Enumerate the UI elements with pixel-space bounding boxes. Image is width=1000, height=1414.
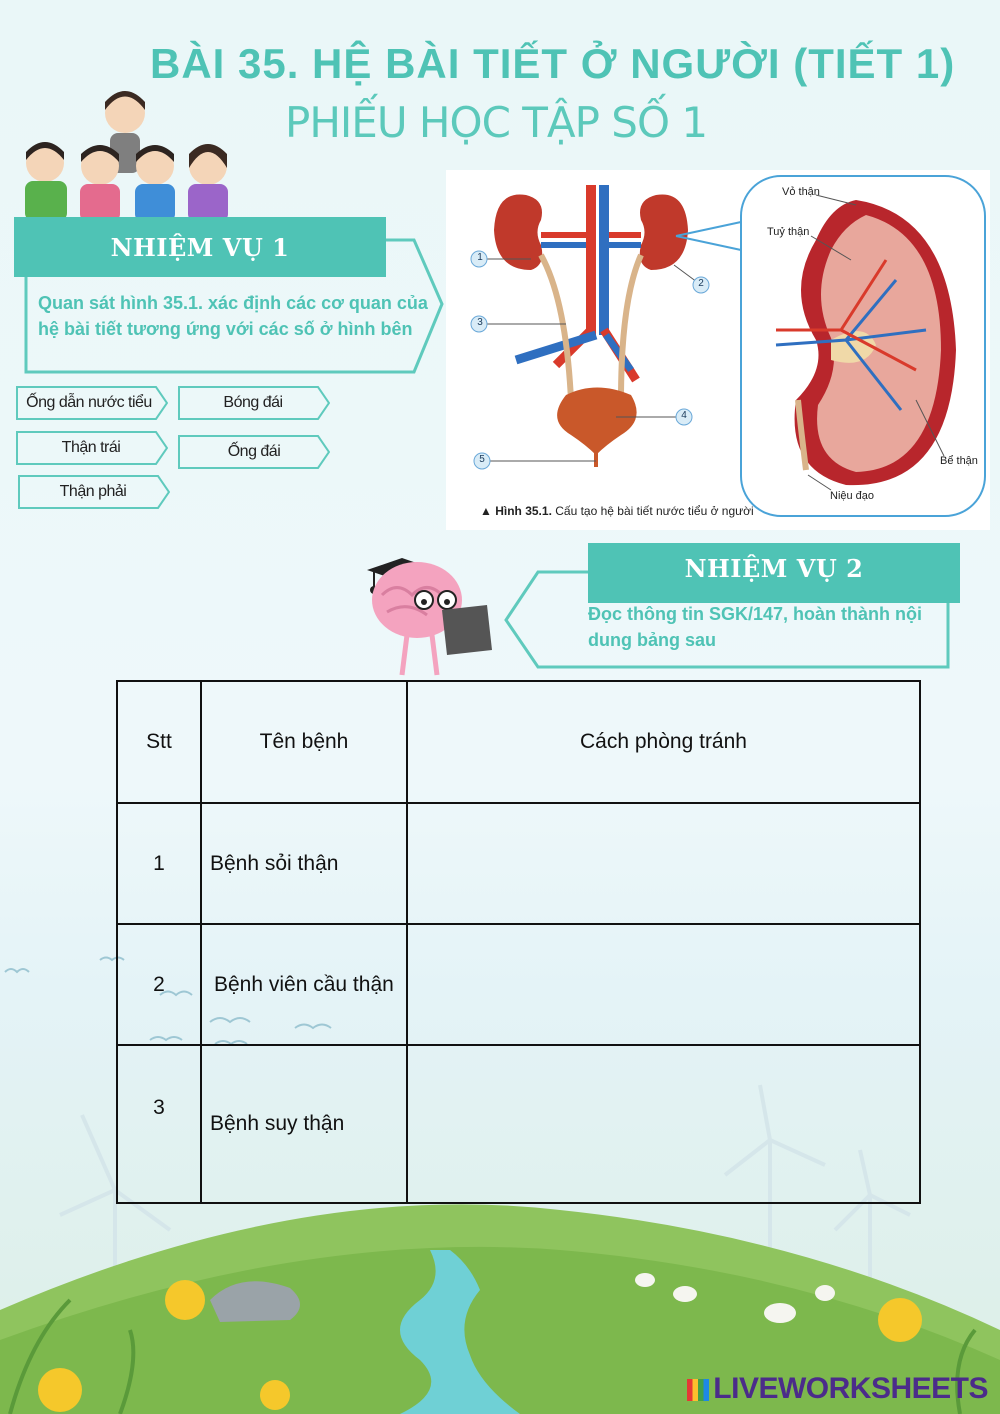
callout-number: 2 [698,278,704,289]
table-row [117,924,920,1045]
cell-stt: 1 [117,803,201,924]
cell-stt: 3 [117,1045,201,1203]
prevention-input-cell[interactable] [407,924,920,1045]
logo-text: LIVEWORKSHEETS [713,1372,988,1405]
figure-caption [480,504,754,518]
label-renal-cortex: Vỏ thận [782,186,820,198]
chip-label: Thận phải [59,483,127,500]
family-illustration [10,88,250,223]
table-header-row [117,681,920,803]
brain-mascot-illustration [362,540,502,680]
cell-disease-name: Bệnh suy thận [201,1045,407,1203]
answer-chip[interactable] [178,386,330,420]
callout-number: 5 [479,454,485,465]
disease-table [116,680,921,1204]
page-subtitle: PHIẾU HỌC TẬP SỐ 1 [285,98,708,147]
urinary-system-diagram [446,170,990,530]
prevention-input-cell[interactable] [407,803,920,924]
chip-label: Ống đái [227,443,281,460]
answer-chip[interactable] [16,386,168,420]
answer-chip[interactable] [16,431,168,465]
label-renal-medulla: Tuỷ thận [767,226,810,238]
task2-instruction: Đọc thông tin SGK/147, hoàn thành nội dung bảng sau [588,604,922,650]
header-prevention: Cách phòng tránh [407,681,920,803]
task1-instruction: Quan sát hình 35.1. xác định các cơ quan của hệ bài tiết tương ứng với các số ở hình bên [38,293,428,339]
table-row [117,1045,920,1203]
figure-caption-number: Hình 35.1. [495,504,552,518]
callout-number: 3 [477,317,483,328]
cell-stt: 2 [117,924,201,1045]
label-renal-pelvis: Bể thận [940,455,978,467]
page-title: BÀI 35. HỆ BÀI TIẾT Ở NGƯỜI (TIẾT 1) [150,40,956,87]
callout-number: 1 [477,252,483,263]
header-disease-name: Tên bệnh [201,681,407,803]
chip-label: Bóng đái [223,394,283,411]
task1-heading: NHIỆM VỤ 1 [14,217,386,277]
label-urethra: Niệu đạo [830,490,875,502]
answer-chip[interactable] [178,435,330,469]
cell-disease-name: Bệnh viên cầu thận [201,924,407,1045]
table-row [117,803,920,924]
liveworksheets-logo [687,1372,988,1406]
task2-heading: NHIỆM VỤ 2 [588,543,960,603]
chip-label: Ống dẫn nước tiểu [26,394,152,411]
callout-number: 4 [681,410,687,421]
cell-disease-name: Bệnh sỏi thận [201,803,407,924]
answer-chip[interactable] [18,475,170,509]
header-stt: Stt [117,681,201,803]
chip-label: Thận trái [61,439,121,456]
triangle-icon: ▲ [480,504,496,518]
figure-caption-text: Cấu tạo hệ bài tiết nước tiểu ở người [555,504,754,518]
prevention-input-cell[interactable] [407,1045,920,1203]
liveworksheets-logo-icon [687,1379,709,1401]
